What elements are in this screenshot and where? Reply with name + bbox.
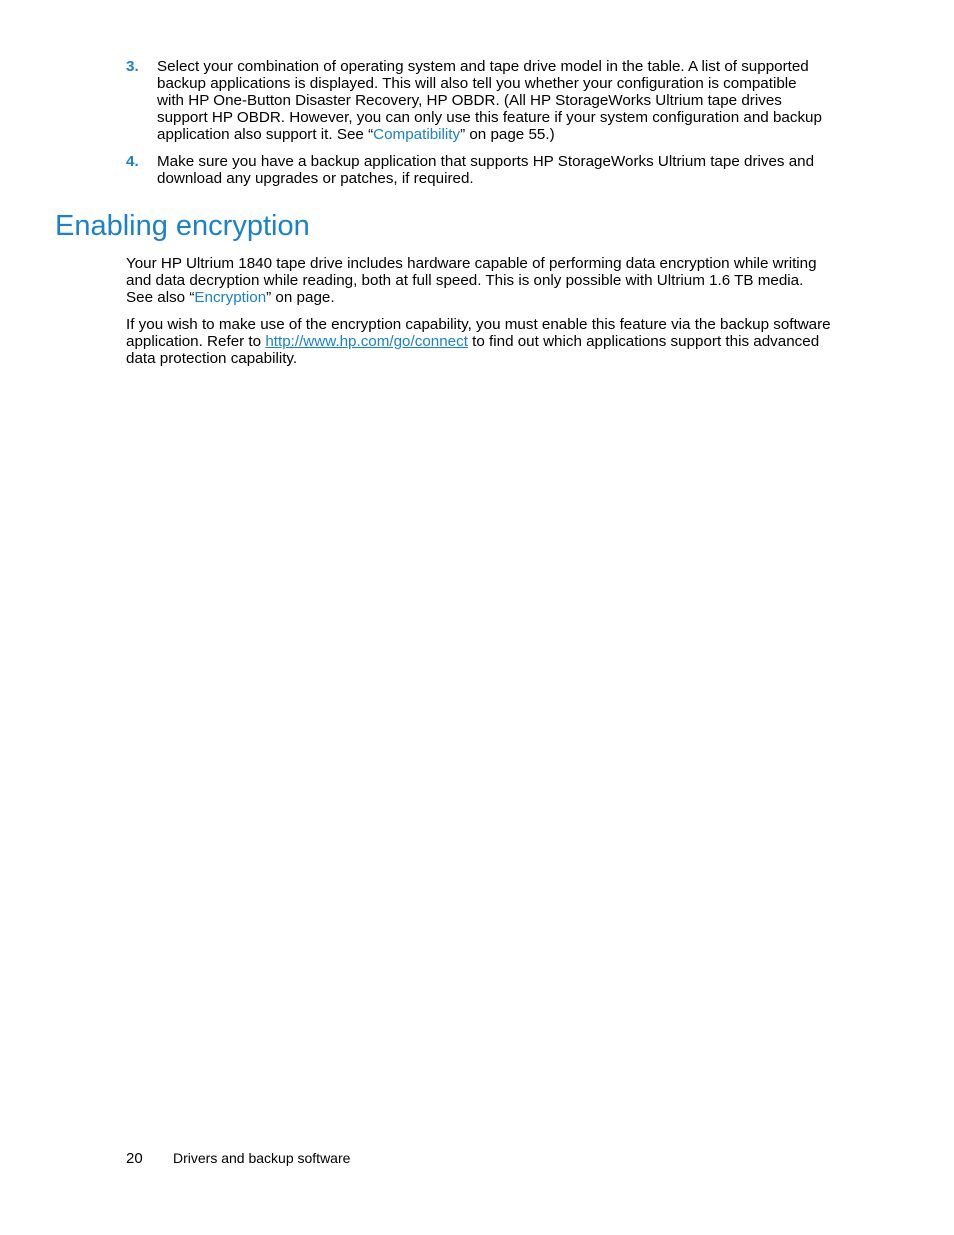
encryption-paragraph <box>126 255 834 306</box>
encryption-link[interactable]: Encryption <box>194 289 267 306</box>
compatibility-link[interactable]: Compatibility <box>373 126 461 143</box>
step-text: Select your combination of operating system and tape drive model in the table. A list of supported backup applications is displayed. This will also tell you whether your configuration is compatible with HP One-Button Disaster Recovery, HP OBDR. (All HP StorageWorks Ultrium tape drives support HP OBDR. However, you can only use this feature if your system configuration and backup application also support it. See “ <box>157 58 822 143</box>
step-list <box>126 58 826 197</box>
page-number: 20 <box>126 1150 143 1167</box>
step-number: 4. <box>126 153 139 170</box>
step-number: 3. <box>126 58 139 75</box>
paragraph-text-end: ” on page. <box>266 289 335 306</box>
step-item-4 <box>126 153 826 187</box>
section-heading: Enabling encryption <box>55 210 310 242</box>
page-footer <box>126 1150 350 1167</box>
software-paragraph <box>126 316 834 367</box>
step-item-3 <box>126 58 826 143</box>
chapter-title: Drivers and backup software <box>173 1150 351 1166</box>
step-text: Make sure you have a backup application that supports HP StorageWorks Ultrium tape drives and download any upgrades or patches, if required. <box>157 153 815 187</box>
paragraph-text-end: to find out which applications support this advanced data protection capability. <box>126 333 820 367</box>
hp-connect-link[interactable]: http://www.hp.com/go/connect <box>265 333 468 350</box>
paragraph-text: Your HP Ultrium 1840 tape drive includes hardware capable of performing data encryption while writing and data decryption while reading, both at full speed. This is only possible with Ultrium 1.6 TB media. See also “ <box>126 255 817 306</box>
step-text-end: ” on page 55.) <box>460 126 555 143</box>
paragraph-text: If you wish to make use of the encryption capability, you must enable this feature via the backup software application. Refer to <box>126 316 831 350</box>
